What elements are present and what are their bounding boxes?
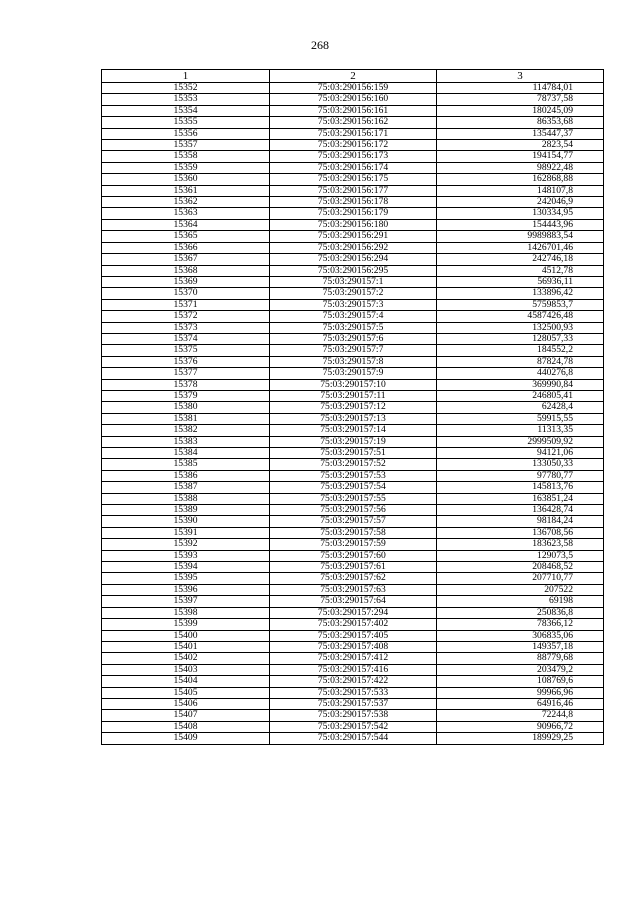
value-cell: 133050,33 [437, 459, 604, 470]
value-cell: 98184,24 [437, 516, 604, 527]
cadastral-number-cell: 75:03:290157:57 [270, 516, 437, 527]
cadastral-number-cell: 75:03:290157:14 [270, 425, 437, 436]
table-row [102, 562, 604, 573]
cadastral-number-cell: 75:03:290157:416 [270, 664, 437, 675]
cadastral-number-cell: 75:03:290157:64 [270, 596, 437, 607]
value-cell: 189929,25 [437, 733, 604, 744]
value-cell: 98922,48 [437, 162, 604, 173]
cadastral-number-cell: 75:03:290157:55 [270, 493, 437, 504]
cadastral-number-cell: 75:03:290157:63 [270, 584, 437, 595]
row-number-cell: 15397 [102, 596, 270, 607]
value-cell: 59915,55 [437, 413, 604, 424]
table-row [102, 288, 604, 299]
table-row [102, 402, 604, 413]
row-number-cell: 15403 [102, 664, 270, 675]
row-number-cell: 15378 [102, 379, 270, 390]
table-row [102, 516, 604, 527]
cadastral-number-cell: 75:03:290157:61 [270, 562, 437, 573]
row-number-cell: 15376 [102, 356, 270, 367]
row-number-cell: 15392 [102, 539, 270, 550]
cadastral-number-cell: 75:03:290157:19 [270, 436, 437, 447]
value-cell: 242046,9 [437, 197, 604, 208]
cadastral-number-cell: 75:03:290157:60 [270, 550, 437, 561]
cadastral-number-cell: 75:03:290156:172 [270, 140, 437, 151]
table-row [102, 162, 604, 173]
row-number-cell: 15367 [102, 254, 270, 265]
cadastral-number-cell: 75:03:290157:56 [270, 505, 437, 516]
value-cell: 242746,18 [437, 254, 604, 265]
row-number-cell: 15405 [102, 687, 270, 698]
value-cell: 132500,93 [437, 322, 604, 333]
value-cell: 129073,5 [437, 550, 604, 561]
table-row [102, 596, 604, 607]
value-cell: 86353,68 [437, 117, 604, 128]
table-row [102, 733, 604, 744]
cadastral-number-cell: 75:03:290157:294 [270, 607, 437, 618]
table-row [102, 664, 604, 675]
row-number-cell: 15409 [102, 733, 270, 744]
value-cell: 94121,06 [437, 448, 604, 459]
cadastral-number-cell: 75:03:290156:173 [270, 151, 437, 162]
column-header-2: 2 [270, 70, 437, 83]
row-number-cell: 15362 [102, 197, 270, 208]
cadastral-number-cell: 75:03:290156:180 [270, 219, 437, 230]
table-row [102, 676, 604, 687]
value-cell: 203479,2 [437, 664, 604, 675]
table-row [102, 219, 604, 230]
cadastral-number-cell: 75:03:290156:178 [270, 197, 437, 208]
row-number-cell: 15352 [102, 83, 270, 94]
table-row [102, 333, 604, 344]
table-row [102, 208, 604, 219]
cadastral-number-cell: 75:03:290157:8 [270, 356, 437, 367]
row-number-cell: 15408 [102, 721, 270, 732]
value-cell: 194154,77 [437, 151, 604, 162]
row-number-cell: 15356 [102, 128, 270, 139]
table-row [102, 83, 604, 94]
row-number-cell: 15380 [102, 402, 270, 413]
row-number-cell: 15391 [102, 527, 270, 538]
table-row [102, 527, 604, 538]
value-cell: 114784,01 [437, 83, 604, 94]
table-row [102, 436, 604, 447]
row-number-cell: 15406 [102, 698, 270, 709]
value-cell: 136428,74 [437, 505, 604, 516]
value-cell: 306835,06 [437, 630, 604, 641]
value-cell: 183623,58 [437, 539, 604, 550]
row-number-cell: 15379 [102, 390, 270, 401]
table-row [102, 653, 604, 664]
table-row [102, 493, 604, 504]
table-row [102, 276, 604, 287]
cadastral-number-cell: 75:03:290156:174 [270, 162, 437, 173]
table-row [102, 128, 604, 139]
row-number-cell: 15393 [102, 550, 270, 561]
table-row [102, 356, 604, 367]
value-cell: 90966,72 [437, 721, 604, 732]
cadastral-number-cell: 75:03:290157:58 [270, 527, 437, 538]
table-row [102, 242, 604, 253]
value-cell: 149357,18 [437, 641, 604, 652]
cadastral-number-cell: 75:03:290157:4 [270, 311, 437, 322]
cadastral-number-cell: 75:03:290157:9 [270, 368, 437, 379]
value-cell: 2999509,92 [437, 436, 604, 447]
table-row [102, 698, 604, 709]
table-row [102, 630, 604, 641]
table-row [102, 379, 604, 390]
row-number-cell: 15365 [102, 231, 270, 242]
row-number-cell: 15358 [102, 151, 270, 162]
value-cell: 5759853,7 [437, 299, 604, 310]
row-number-cell: 15354 [102, 105, 270, 116]
cadastral-number-cell: 75:03:290157:1 [270, 276, 437, 287]
value-cell: 64916,46 [437, 698, 604, 709]
value-cell: 180245,09 [437, 105, 604, 116]
value-cell: 128057,33 [437, 333, 604, 344]
row-number-cell: 15368 [102, 265, 270, 276]
table-row [102, 721, 604, 732]
value-cell: 154443,96 [437, 219, 604, 230]
value-cell: 2823,54 [437, 140, 604, 151]
cadastral-number-cell: 75:03:290157:412 [270, 653, 437, 664]
value-cell: 162868,88 [437, 174, 604, 185]
table-row [102, 265, 604, 276]
table-row [102, 573, 604, 584]
table-row [102, 368, 604, 379]
header-row [102, 70, 604, 83]
value-cell: 9989883,54 [437, 231, 604, 242]
table-row [102, 151, 604, 162]
cadastral-number-cell: 75:03:290157:3 [270, 299, 437, 310]
row-number-cell: 15389 [102, 505, 270, 516]
row-number-cell: 15369 [102, 276, 270, 287]
value-cell: 207710,77 [437, 573, 604, 584]
table-row [102, 619, 604, 630]
cadastral-number-cell: 75:03:290157:52 [270, 459, 437, 470]
row-number-cell: 15407 [102, 710, 270, 721]
value-cell: 246805,41 [437, 390, 604, 401]
value-cell: 207522 [437, 584, 604, 595]
table-row [102, 390, 604, 401]
table-row [102, 322, 604, 333]
value-cell: 184552,2 [437, 345, 604, 356]
cadastral-number-cell: 75:03:290157:11 [270, 390, 437, 401]
cadastral-number-cell: 75:03:290156:292 [270, 242, 437, 253]
table-row [102, 185, 604, 196]
row-number-cell: 15366 [102, 242, 270, 253]
data-table [101, 69, 604, 745]
table-row [102, 299, 604, 310]
value-cell: 1426701,46 [437, 242, 604, 253]
value-cell: 440276,8 [437, 368, 604, 379]
value-cell: 72244,8 [437, 710, 604, 721]
row-number-cell: 15401 [102, 641, 270, 652]
value-cell: 4587426,48 [437, 311, 604, 322]
table-row [102, 345, 604, 356]
value-cell: 133896,42 [437, 288, 604, 299]
cadastral-number-cell: 75:03:290157:542 [270, 721, 437, 732]
row-number-cell: 15375 [102, 345, 270, 356]
row-number-cell: 15402 [102, 653, 270, 664]
value-cell: 88779,68 [437, 653, 604, 664]
row-number-cell: 15361 [102, 185, 270, 196]
row-number-cell: 15390 [102, 516, 270, 527]
cadastral-number-cell: 75:03:290157:13 [270, 413, 437, 424]
table-row [102, 459, 604, 470]
cadastral-number-cell: 75:03:290156:177 [270, 185, 437, 196]
value-cell: 148107,8 [437, 185, 604, 196]
cadastral-number-cell: 75:03:290157:537 [270, 698, 437, 709]
table-row [102, 254, 604, 265]
cadastral-number-cell: 75:03:290157:533 [270, 687, 437, 698]
table-row [102, 197, 604, 208]
row-number-cell: 15383 [102, 436, 270, 447]
cadastral-number-cell: 75:03:290157:54 [270, 482, 437, 493]
table-row [102, 105, 604, 116]
value-cell: 87824,78 [437, 356, 604, 367]
cadastral-number-cell: 75:03:290157:2 [270, 288, 437, 299]
row-number-cell: 15364 [102, 219, 270, 230]
row-number-cell: 15399 [102, 619, 270, 630]
value-cell: 208468,52 [437, 562, 604, 573]
value-cell: 69198 [437, 596, 604, 607]
cadastral-number-cell: 75:03:290157:12 [270, 402, 437, 413]
value-cell: 78366,12 [437, 619, 604, 630]
cadastral-number-cell: 75:03:290157:10 [270, 379, 437, 390]
value-cell: 130334,95 [437, 208, 604, 219]
table-row [102, 482, 604, 493]
cadastral-number-cell: 75:03:290156:161 [270, 105, 437, 116]
value-cell: 108769,6 [437, 676, 604, 687]
table-row [102, 231, 604, 242]
cadastral-number-cell: 75:03:290156:171 [270, 128, 437, 139]
cadastral-number-cell: 75:03:290157:5 [270, 322, 437, 333]
cadastral-number-cell: 75:03:290157:51 [270, 448, 437, 459]
cadastral-number-cell: 75:03:290157:6 [270, 333, 437, 344]
row-number-cell: 15394 [102, 562, 270, 573]
cadastral-number-cell: 75:03:290157:538 [270, 710, 437, 721]
row-number-cell: 15387 [102, 482, 270, 493]
row-number-cell: 15384 [102, 448, 270, 459]
row-number-cell: 15400 [102, 630, 270, 641]
row-number-cell: 15355 [102, 117, 270, 128]
cadastral-number-cell: 75:03:290156:159 [270, 83, 437, 94]
table-row [102, 505, 604, 516]
cadastral-number-cell: 75:03:290157:59 [270, 539, 437, 550]
row-number-cell: 15360 [102, 174, 270, 185]
row-number-cell: 15381 [102, 413, 270, 424]
row-number-cell: 15385 [102, 459, 270, 470]
value-cell: 250836,8 [437, 607, 604, 618]
row-number-cell: 15377 [102, 368, 270, 379]
cadastral-number-cell: 75:03:290157:53 [270, 470, 437, 481]
row-number-cell: 15374 [102, 333, 270, 344]
value-cell: 78737,58 [437, 94, 604, 105]
cadastral-number-cell: 75:03:290156:291 [270, 231, 437, 242]
row-number-cell: 15363 [102, 208, 270, 219]
row-number-cell: 15396 [102, 584, 270, 595]
cadastral-number-cell: 75:03:290157:544 [270, 733, 437, 744]
row-number-cell: 15371 [102, 299, 270, 310]
table-row [102, 710, 604, 721]
table-row [102, 425, 604, 436]
page-number: 268 [311, 38, 329, 52]
row-number-cell: 15386 [102, 470, 270, 481]
value-cell: 135447,37 [437, 128, 604, 139]
value-cell: 145813,76 [437, 482, 604, 493]
cadastral-number-cell: 75:03:290157:422 [270, 676, 437, 687]
table-row [102, 117, 604, 128]
table-row [102, 687, 604, 698]
column-header-3: 3 [437, 70, 604, 83]
cadastral-number-cell: 75:03:290156:160 [270, 94, 437, 105]
row-number-cell: 15388 [102, 493, 270, 504]
cadastral-number-cell: 75:03:290156:295 [270, 265, 437, 276]
table-row [102, 94, 604, 105]
row-number-cell: 15370 [102, 288, 270, 299]
row-number-cell: 15395 [102, 573, 270, 584]
cadastral-number-cell: 75:03:290157:408 [270, 641, 437, 652]
table-row [102, 641, 604, 652]
row-number-cell: 15404 [102, 676, 270, 687]
value-cell: 62428,4 [437, 402, 604, 413]
table-row [102, 539, 604, 550]
column-header-1: 1 [102, 70, 270, 83]
cadastral-number-cell: 75:03:290157:405 [270, 630, 437, 641]
cadastral-number-cell: 75:03:290156:179 [270, 208, 437, 219]
cadastral-number-cell: 75:03:290156:294 [270, 254, 437, 265]
row-number-cell: 15382 [102, 425, 270, 436]
cadastral-number-cell: 75:03:290156:175 [270, 174, 437, 185]
cadastral-number-cell: 75:03:290157:62 [270, 573, 437, 584]
table-row [102, 607, 604, 618]
table-row [102, 140, 604, 151]
row-number-cell: 15359 [102, 162, 270, 173]
table-body [102, 83, 604, 745]
value-cell: 11313,35 [437, 425, 604, 436]
value-cell: 136708,56 [437, 527, 604, 538]
value-cell: 97780,77 [437, 470, 604, 481]
value-cell: 369990,84 [437, 379, 604, 390]
table-row [102, 448, 604, 459]
row-number-cell: 15372 [102, 311, 270, 322]
value-cell: 4512,78 [437, 265, 604, 276]
table-row [102, 550, 604, 561]
value-cell: 163851,24 [437, 493, 604, 504]
table-row [102, 311, 604, 322]
row-number-cell: 15357 [102, 140, 270, 151]
cadastral-number-cell: 75:03:290156:162 [270, 117, 437, 128]
cadastral-number-cell: 75:03:290157:402 [270, 619, 437, 630]
value-cell: 56936,11 [437, 276, 604, 287]
row-number-cell: 15398 [102, 607, 270, 618]
row-number-cell: 15373 [102, 322, 270, 333]
table-row [102, 470, 604, 481]
table-row [102, 584, 604, 595]
row-number-cell: 15353 [102, 94, 270, 105]
table-row [102, 174, 604, 185]
value-cell: 99966,96 [437, 687, 604, 698]
table-row [102, 413, 604, 424]
cadastral-number-cell: 75:03:290157:7 [270, 345, 437, 356]
